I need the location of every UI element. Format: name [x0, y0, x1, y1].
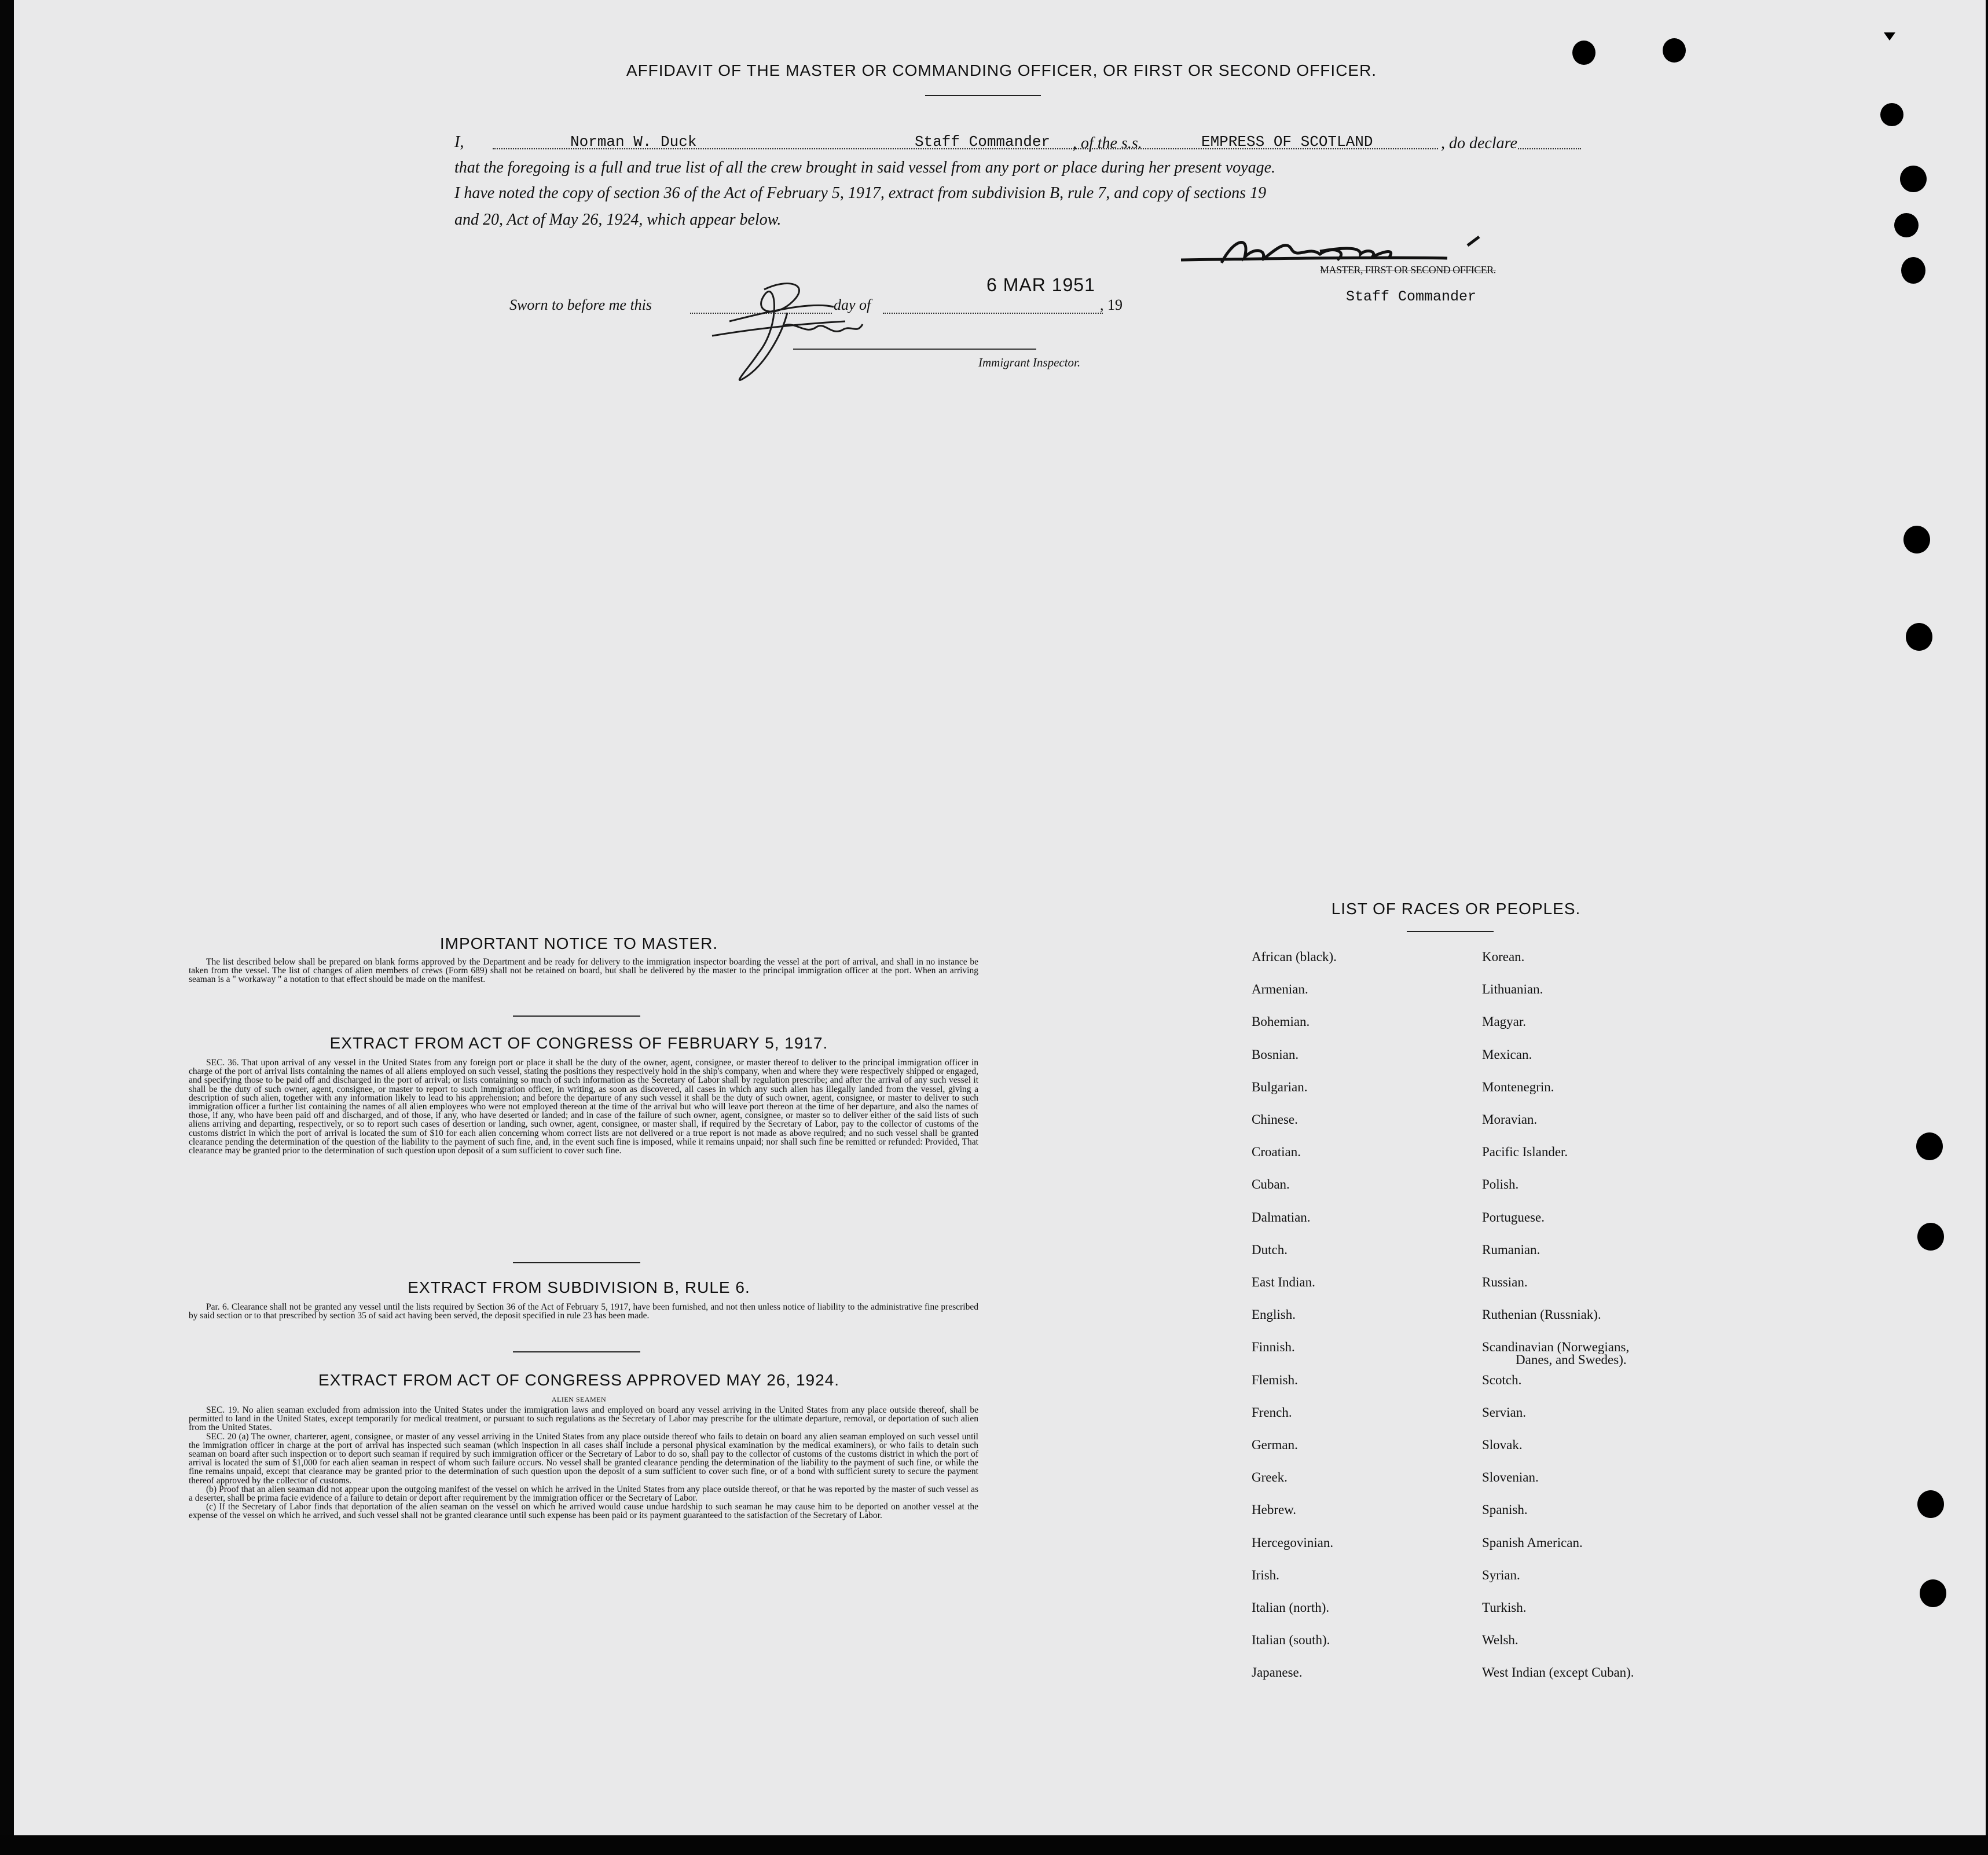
scan-border-left: [0, 0, 14, 1855]
inspector-rule: [793, 349, 1036, 350]
punch-hole-6: [1901, 257, 1925, 284]
race-item-right: Scotch.: [1482, 1373, 1522, 1387]
race-item-left: German.: [1252, 1438, 1298, 1452]
heading-rule: [925, 95, 1041, 96]
race-item-right: Pacific Islander.: [1482, 1145, 1568, 1159]
year-label: , 19: [1100, 296, 1123, 313]
race-item-right: Korean.: [1482, 950, 1525, 964]
race-item-right: Turkish.: [1482, 1600, 1527, 1615]
races-rule: [1407, 931, 1494, 932]
alien-seamen-subtitle: ALIEN SEAMEN: [551, 1395, 607, 1403]
race-item-right: Portuguese.: [1482, 1210, 1545, 1225]
inspector-label: Immigrant Inspector.: [978, 355, 1081, 369]
master-rank: Staff Commander: [915, 133, 1051, 151]
race-item-left: English.: [1252, 1307, 1296, 1322]
sworn-blank-2: [883, 313, 1103, 314]
notice-paragraph: The list described below shall be prepared on blank forms approved by the Department and be ready for delivery to the immigration inspector boarding the vessel at the port of arrival, and shall in no instance be taken from the vessel. The list of changes of alien members of crews (Form 689) shall not be retained on board, but shall be delivered by the master to the principal immigration officer at the port. When an arriving seaman is a " workaway " a notation to that effect should be made on the manifest.: [189, 957, 978, 985]
punch-hole-8: [1906, 623, 1932, 651]
race-item-right: Mexican.: [1482, 1047, 1532, 1062]
race-item-right: Slovak.: [1482, 1438, 1523, 1452]
race-item-right: Montenegrin.: [1482, 1080, 1554, 1094]
section-20c-paragraph: (c) If the Secretary of Labor finds that deportation of the alien seaman on the vessel on which he arrived would cause undue hardship to such seaman he may cause him to be deported on another vessel at the expense of the vessel on which he arrived, and such vessel shall not be granted clearance until such expense has been paid or its payment guaranteed to the satisfaction of the Secretary of Labor.: [189, 1502, 978, 1521]
section-20a-paragraph: SEC. 20 (a) The owner, charterer, agent, consignee, or master of any vessel arriving in the United States from any place outside thereof who fails to detain on board any alien seaman employed on such vessel until the immigration officer in charge at the port of arrival has inspected such seaman (which inspection in all cases shall include a personal physical examination by the medical examiners), or who fails to detain such seaman on board after such inspection or to deport such seaman if required by such immigration officer or the Secretary of Labor to do so, shall pay to the collector of customs of the customs district in which the port of arrival is located the sum of $1,000 for each alien seaman in respect of whom such failure occurs. No vessel shall be granted clearance pending the determination of the liability to the payment of such fine, or while the fine remains unpaid, except that clearance may be granted prior to the determination of such question upon the deposit of a sum sufficient to cover such fine, or of a bond with sufficient surety to secure the payment thereof approved by the collector of customs.: [189, 1431, 978, 1486]
race-item-left: Bosnian.: [1252, 1047, 1299, 1062]
races-title: LIST OF RACES OR PEOPLES.: [1331, 900, 1581, 918]
race-item-right: Rumanian.: [1482, 1242, 1540, 1257]
race-item-left: Italian (north).: [1252, 1600, 1330, 1615]
race-item-left: Hebrew.: [1252, 1502, 1297, 1517]
extract-rule6-body: [189, 1303, 978, 1320]
do-declare-label: , do declare: [1439, 134, 1517, 153]
race-item-left: Cuban.: [1252, 1177, 1290, 1192]
signer-title: Staff Commander: [1346, 288, 1477, 305]
extract-1917-title: EXTRACT FROM ACT OF CONGRESS OF FEBRUARY 5, 1917.: [329, 1034, 828, 1052]
race-item-left: Hercegovinian.: [1252, 1535, 1334, 1550]
affidavit-line-1: [454, 133, 1543, 152]
notice-body: [189, 958, 978, 984]
race-item-right: Spanish American.: [1482, 1535, 1583, 1550]
race-item-left: Greek.: [1252, 1470, 1288, 1484]
day-of-label: day of: [834, 296, 871, 313]
rule6-paragraph: Par. 6. Clearance shall not be granted any vessel until the lists required by Section 36 of the Act of February 5, 1917, have been furnished, and not then unless notice of liability to the administrative fine prescribed by said section or to that prescribed by section 35 of said act having been served, the deposit specified in rule 23 has been made.: [189, 1302, 978, 1321]
race-item-left: Bohemian.: [1252, 1014, 1310, 1029]
scan-border-right: [1986, 0, 1988, 1855]
race-item-left: East Indian.: [1252, 1275, 1315, 1289]
affidavit-line-4: and 20, Act of May 26, 1924, which appear below.: [454, 211, 782, 229]
affidavit-line-2: that the foregoing is a full and true list of all the crew brought in said vessel from any port or place during her present voyage.: [454, 159, 1276, 177]
inspector-signature: [695, 266, 868, 394]
punch-hole-12: [1920, 1579, 1946, 1607]
punch-hole-4: [1900, 166, 1927, 192]
punch-hole-2: [1663, 38, 1686, 63]
race-item-left: French.: [1252, 1405, 1292, 1420]
race-item-right: Scandinavian (Norwegians,: [1482, 1340, 1630, 1354]
race-item-right: Russian.: [1482, 1275, 1528, 1289]
race-item-right: Magyar.: [1482, 1014, 1527, 1029]
race-item-right: Syrian.: [1482, 1568, 1520, 1582]
race-item-left: Chinese.: [1252, 1112, 1298, 1127]
scan-border-bottom: [0, 1835, 1988, 1855]
master-name: Norman W. Duck: [570, 133, 697, 151]
affidavit-heading: AFFIDAVIT OF THE MASTER OR COMMANDING OFFICER, OR FIRST OR SECOND OFFICER.: [626, 61, 1377, 79]
race-item-right: Moravian.: [1482, 1112, 1538, 1127]
punch-hole-11: [1917, 1490, 1944, 1518]
section-20b-paragraph: (b) Proof that an alien seaman did not appear upon the outgoing manifest of the vessel on which he arrived in the United States from any place outside thereof, or that he was reported by the master of such vessel as a deserter, shall be prima facie evidence of a failure to detain or deport after requirement by the immigration officer or the Secretary of Labor.: [189, 1484, 978, 1504]
notice-title: IMPORTANT NOTICE TO MASTER.: [439, 934, 718, 952]
race-item-right: Lithuanian.: [1482, 982, 1543, 996]
of-the-label: , of the s.s.: [1073, 134, 1142, 152]
sworn-label: Sworn to before me this: [509, 296, 652, 313]
race-item-left: Irish.: [1252, 1568, 1279, 1582]
race-item-left: Croatian.: [1252, 1145, 1301, 1159]
race-item-left: African (black).: [1252, 950, 1337, 964]
race-item-left: Finnish.: [1252, 1340, 1295, 1354]
race-item-right: Polish.: [1482, 1177, 1519, 1192]
i-label: I,: [454, 133, 464, 151]
punch-hole-1: [1572, 41, 1595, 65]
race-item-left: Armenian.: [1252, 982, 1308, 996]
signer-caption: MASTER, FIRST OR SECOND OFFICER.: [1320, 264, 1496, 276]
race-item-right: Welsh.: [1482, 1633, 1518, 1647]
race-item-right: Slovenian.: [1482, 1470, 1539, 1484]
corner-mark: [1884, 32, 1895, 41]
affidavit-line-3: I have noted the copy of section 36 of the Act of February 5, 1917, extract from subdivision B, rule 7, and copy of sections 19: [454, 184, 1267, 202]
race-item-right: West Indian (except Cuban).: [1482, 1665, 1634, 1680]
race-item-right: Ruthenian (Russniak).: [1482, 1307, 1601, 1322]
race-item-right: Spanish.: [1482, 1502, 1528, 1517]
race-item-left: Dalmatian.: [1252, 1210, 1311, 1225]
punch-hole-5: [1894, 213, 1919, 237]
section-36-paragraph: SEC. 36. That upon arrival of any vessel in the United States from any foreign port or place it shall be the duty of the owner, agent, consignee, or master thereof to deliver to the principal immigration officer in charge of the port of arrival lists containing the names of all aliens employed on such vessel, stating the positions they respectively hold in the ship's company, when and where they were respectively shipped or engaged, and specifying those to be paid off and discharged in the port of arrival; or lists containing so much of such information as the Secretary of Labor shall by regulation prescribe; and after the arrival of any such vessel it shall be the duty of such owner, agent, consignee, or master to report to such immigration officer, in writing, as soon as discovered, all cases in which any such alien has illegally landed from the vessel, giving a description of such alien, together with any information likely to lead to his apprehension; and before the departure of any such vessel it shall be the duty of such owner, agent, consignee, or master to deliver to such immigration officer a further list containing the names of all alien employees who were not employed thereon at the time of the arrival but who will leave port thereon at the time of her departure, and also the names of those, if any, who have been paid off and discharged, and of those, if any, who have deserted or landed; and in case of the failure of such owner, agent, consignee, or master so to deliver either of the said lists of such aliens arriving and departing, respectively, or so to report such cases of desertion or landing, such owner, agent, consignee, or master shall, if required by the Secretary of Labor, pay to the collector of customs of the customs district in which the port of arrival is located the sum of $10 for each alien concerning whom correct lists are not delivered or a true report is not made as above required; and no such vessel shall be granted clearance pending the determination of the question of the liability to the payment of such fine, and, in the event such fine is imposed, while it remains unpaid; nor shall such fine be remitted or refunded: Provided, That clearance may be granted prior to the determination of such question upon deposit of a sum sufficient to cover such fine.: [189, 1058, 978, 1156]
extract-rule6-title: EXTRACT FROM SUBDIVISION B, RULE 6.: [408, 1278, 750, 1296]
punch-hole-7: [1903, 526, 1930, 553]
race-item-right: Servian.: [1482, 1405, 1527, 1420]
extract-rule6-rule: [513, 1351, 640, 1352]
extract-1917-body: [189, 1058, 978, 1155]
section-19-paragraph: SEC. 19. No alien seaman excluded from admission into the United States under the immigration laws and employed on board any vessel arriving in the United States from any place outside thereof, shall be permitted to land in the United States, except temporarily for medical treatment, or pursuant to such regulations as the Secretary of Labor may prescribe for the ultimate departure, removal, or deportation of such alien from the United States.: [189, 1405, 978, 1433]
punch-hole-10: [1917, 1223, 1944, 1251]
vessel-name: EMPRESS OF SCOTLAND: [1201, 133, 1373, 151]
punch-hole-9: [1916, 1132, 1943, 1160]
notice-rule: [513, 1016, 640, 1017]
punch-hole-3: [1880, 103, 1903, 126]
extract-1917-rule: [513, 1262, 640, 1263]
race-item-left: Bulgarian.: [1252, 1080, 1308, 1094]
race-item-left: Italian (south).: [1252, 1633, 1330, 1647]
race-item-left: Flemish.: [1252, 1373, 1298, 1387]
extract-1924-title: EXTRACT FROM ACT OF CONGRESS APPROVED MAY 26, 1924.: [318, 1371, 840, 1389]
date-stamp: 6 MAR 1951: [986, 274, 1095, 295]
extract-1924-body: [189, 1406, 978, 1520]
race-item-left: Japanese.: [1252, 1665, 1303, 1680]
race-scandinavian-continued: Danes, and Swedes).: [1516, 1352, 1627, 1367]
race-item-left: Dutch.: [1252, 1242, 1288, 1257]
